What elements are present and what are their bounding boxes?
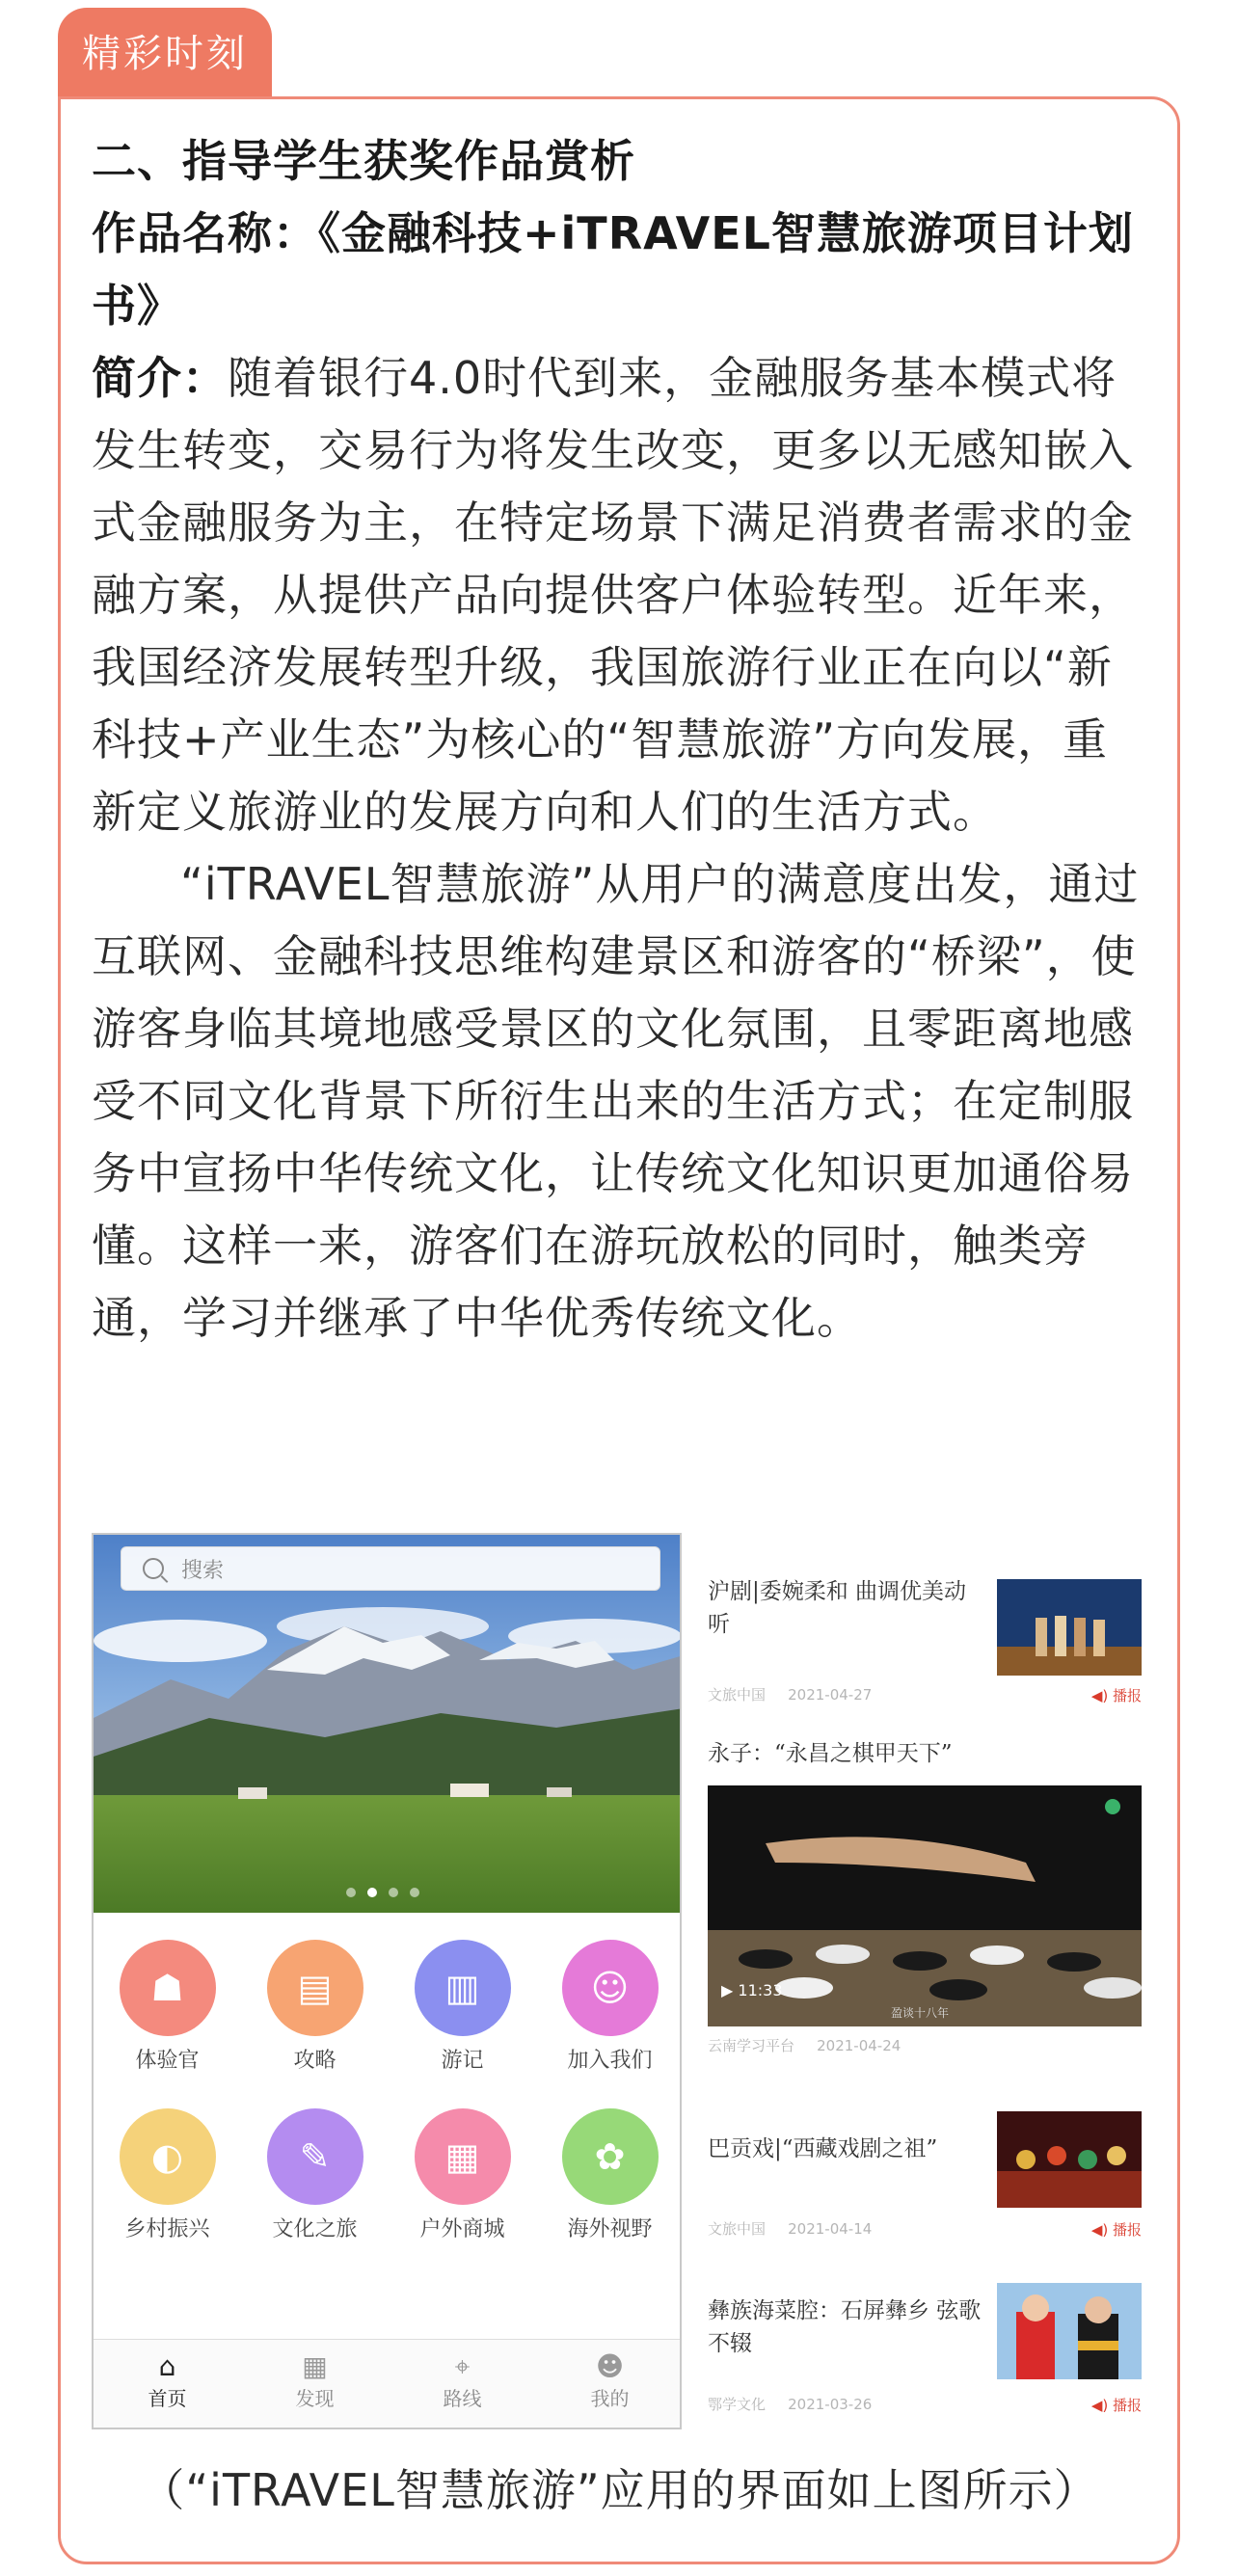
grid-label: 户外商城 bbox=[419, 2217, 505, 2241]
video-caption: 盈谈十八年 bbox=[891, 2006, 950, 2020]
tab-mine[interactable] bbox=[536, 2340, 682, 2428]
grid-icon: ▦ bbox=[302, 2350, 328, 2382]
mountain-landscape-image bbox=[94, 1535, 682, 1913]
calendar-icon: ▤ bbox=[267, 1940, 363, 2036]
intro-label: 简介： bbox=[92, 352, 228, 404]
grid-label: 乡村振兴 bbox=[124, 2217, 210, 2241]
news-title: 永子：“永昌之棋甲天下” bbox=[708, 1741, 953, 1766]
news-source: 云南学习平台 bbox=[708, 2037, 795, 2054]
location-pin-icon: ⌖ bbox=[454, 2350, 471, 2382]
carousel-dots bbox=[346, 1888, 419, 1897]
opera-thumbnail bbox=[997, 1579, 1142, 1676]
carousel-dot[interactable] bbox=[389, 1888, 398, 1897]
figure-caption: （“iTRAVEL智慧旅游”应用的界面如上图所示） bbox=[140, 2464, 1099, 2516]
book-icon: ▥ bbox=[415, 1940, 511, 2036]
search-icon bbox=[143, 1558, 164, 1579]
grid-label: 海外视野 bbox=[567, 2217, 653, 2241]
carousel-dot-active[interactable] bbox=[367, 1888, 377, 1897]
user-icon: ☺ bbox=[562, 1940, 659, 2036]
grid-label: 体验官 bbox=[135, 2049, 200, 2073]
carousel-dot[interactable] bbox=[346, 1888, 356, 1897]
tab-route[interactable] bbox=[389, 2340, 536, 2428]
grid-label: 攻略 bbox=[293, 2049, 336, 2073]
hero-banner bbox=[94, 1535, 682, 1913]
video-duration: ▶ 11:33 bbox=[721, 1981, 783, 1999]
section-heading: 二、指导学生获奖作品赏析 bbox=[92, 135, 635, 187]
app-home-screenshot bbox=[92, 1533, 682, 2429]
grid-item-overseas[interactable] bbox=[536, 2108, 682, 2243]
tab-label: 我的 bbox=[590, 2387, 630, 2410]
news-source: 鄂学文化 bbox=[708, 2396, 767, 2413]
play-audio-button[interactable]: ◀) 播报 bbox=[1090, 2397, 1142, 2414]
grid-item-experience[interactable] bbox=[94, 1940, 241, 2075]
tag-icon: ◐ bbox=[120, 2108, 216, 2205]
carousel-dot[interactable] bbox=[410, 1888, 419, 1897]
profile-icon: ☻ bbox=[595, 2350, 625, 2382]
news-meta-row bbox=[708, 2036, 1142, 2055]
intro-text: 随着银行4.0时代到来，金融服务基本模式将发生转变，交易行为将发生改变，更多以无感知嵌入式金融服务为主，在特定场景下满足消费者需求的金融方案，从提供产品向提供客户体验转型。近年来，我国经济发展转型升级，我国旅游行业正在向以“新科技+产业生态”为核心的“智慧旅游”方向发展，重新定义旅游业的发展方向和人们的生活方式。 bbox=[92, 352, 1134, 838]
grid-item-rural[interactable] bbox=[94, 2108, 241, 2243]
article-body bbox=[92, 125, 1147, 1355]
experience-icon: ☗ bbox=[120, 1940, 216, 2036]
news-title: 彝族海菜腔：石屏彝乡 弦歌不辍 bbox=[708, 2298, 982, 2356]
tibetan-opera-thumbnail bbox=[997, 2111, 1142, 2208]
pencil-icon: ✎ bbox=[267, 2108, 363, 2205]
tab-label: 路线 bbox=[443, 2387, 482, 2410]
yi-folk-singers-image bbox=[997, 2283, 1142, 2379]
news-meta-row bbox=[708, 1685, 1142, 1704]
grid-label: 文化之旅 bbox=[272, 2217, 358, 2241]
news-meta-row bbox=[708, 2219, 1142, 2239]
news-date: 2021-04-24 bbox=[817, 2037, 902, 2054]
grid-item-join[interactable] bbox=[536, 1940, 682, 2075]
grid-item-store[interactable] bbox=[389, 2108, 536, 2243]
news-title: 巴贡戏|“西藏戏剧之祖” bbox=[708, 2136, 938, 2161]
tibetan-opera-image bbox=[997, 2111, 1142, 2208]
grid-item-culture[interactable] bbox=[241, 2108, 389, 2243]
grid-item-guides[interactable] bbox=[241, 1940, 389, 2075]
video-thumbnail[interactable] bbox=[708, 1785, 1142, 2026]
news-date: 2021-03-26 bbox=[788, 2396, 873, 2413]
intro-paragraph bbox=[92, 342, 1147, 848]
news-date: 2021-04-14 bbox=[788, 2220, 873, 2238]
bottom-tab-bar bbox=[94, 2339, 682, 2428]
store-icon: ▦ bbox=[415, 2108, 511, 2205]
paragraph-2: “iTRAVEL智慧旅游”从用户的满意度出发，通过互联网、金融科技思维构建景区和游客的“桥梁”，使游客身临其境地感受景区的文化氛围，且零距离地感受不同文化背景下所衍生出来的生活方式；在定制服务中宣扬中华传统文化，让传统文化知识更加通俗易懂。这样一来，游客们在游玩放松的同时，触类旁通，学习并继承了中华优秀传统文化。 bbox=[92, 858, 1140, 1344]
grid-item-travelogue[interactable] bbox=[389, 1940, 536, 2075]
yi-folk-thumbnail bbox=[997, 2283, 1142, 2379]
home-icon: ⌂ bbox=[158, 2350, 176, 2382]
grid-label: 游记 bbox=[441, 2049, 484, 2073]
tab-home[interactable] bbox=[94, 2340, 241, 2428]
tab-label: 发现 bbox=[295, 2387, 335, 2410]
news-date: 2021-04-27 bbox=[788, 1686, 873, 1704]
search-bar[interactable] bbox=[121, 1546, 660, 1591]
news-item[interactable] bbox=[708, 1737, 1142, 1770]
search-input[interactable]: 搜索 bbox=[181, 1558, 225, 1583]
opera-stage-image bbox=[997, 1579, 1142, 1676]
news-meta-row bbox=[708, 2395, 1142, 2414]
play-audio-button[interactable]: ◀) 播报 bbox=[1090, 2221, 1142, 2239]
work-name: 作品名称：《金融科技+iTRAVEL智慧旅游项目计划书》 bbox=[92, 207, 1134, 332]
news-title: 沪剧|委婉柔和 曲调优美动听 bbox=[708, 1579, 967, 1637]
leaf-icon: ✿ bbox=[562, 2108, 659, 2205]
grid-label: 加入我们 bbox=[567, 2049, 653, 2073]
play-audio-button[interactable]: ◀) 播报 bbox=[1090, 1687, 1142, 1704]
section-tag: 精彩时刻 bbox=[58, 8, 272, 100]
news-source: 文旅中国 bbox=[708, 1686, 767, 1704]
app-news-screenshot bbox=[696, 1533, 1147, 2429]
tab-label: 首页 bbox=[148, 2387, 187, 2410]
tab-discover[interactable] bbox=[241, 2340, 389, 2428]
news-source: 文旅中国 bbox=[708, 2220, 767, 2238]
